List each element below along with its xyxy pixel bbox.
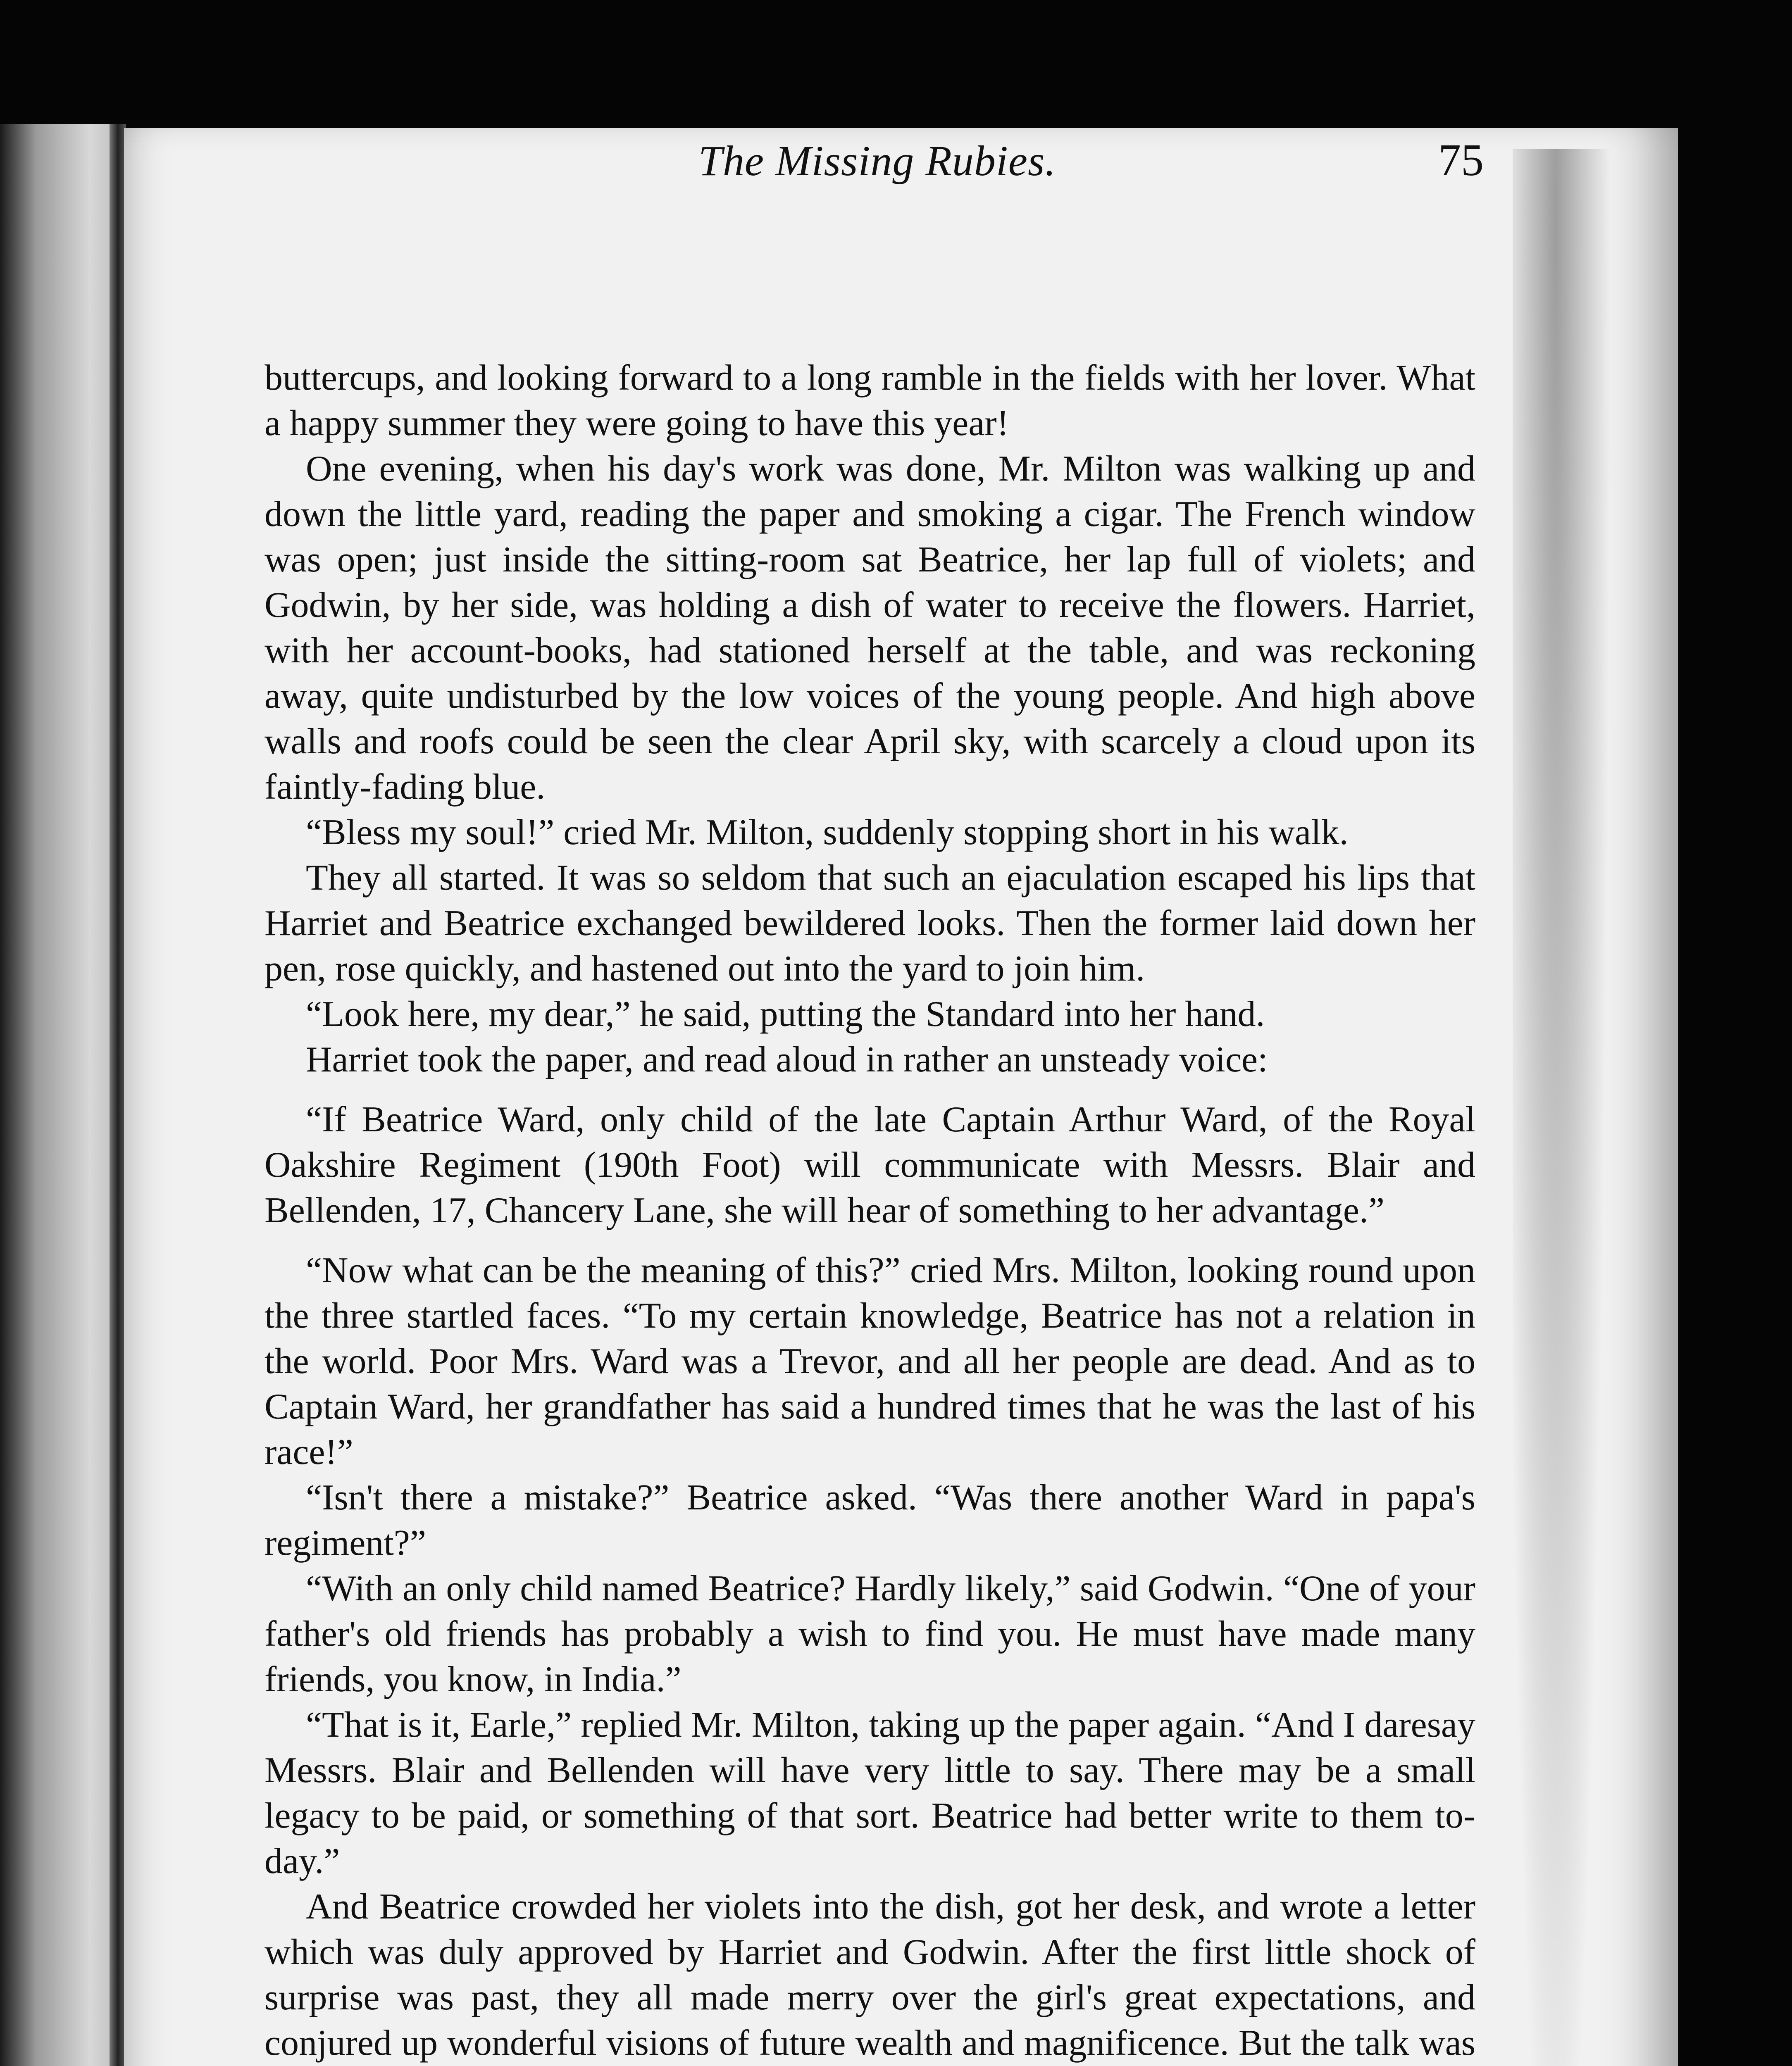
paragraph: buttercups, and looking forward to a long ramble in the fields with her lover. What a happy summer they were going to have this year! [265, 358, 1475, 443]
paragraph: “Look here, my dear,” he said, putting the Standard into her hand. [306, 994, 1265, 1034]
paragraph: And Beatrice crowded her violets into the dish, got her desk, and wrote a letter which was duly approved by Harriet and Godwin. After the first little shock of surprise was past, they all made merry over the girl's great expectations, and conjured up wonderful visions of future wealth and magnificence. But the talk was [265, 1887, 1475, 2063]
page-number: 75 [1438, 135, 1484, 185]
book-gutter [110, 124, 126, 2066]
advertisement-quote: “If Beatrice Ward, only child of the late Captain Arthur Ward, of the Royal Oakshire Regiment (190th Foot) will communicate with Messrs. Blair and Bellenden, 17, Chancery Lane, she will hear of something to her advantage.” [265, 1100, 1475, 1231]
paragraph: “With an only child named Beatrice? Hardly likely,” said Godwin. “One of your father's old friends has probably a wish to find you. He must have made many friends, you know, in India.” [265, 1569, 1475, 1699]
paragraph: “Now what can be the meaning of this?” cried Mrs. Milton, looking round upon the three startled faces. “To my certain knowledge, Beatrice has not a relation in the world. Poor Mrs. Ward was a Trevor, and all her people are dead. And as to Captain Ward, her grandfather has said a hundred times that he was the last of his race!” [265, 1250, 1475, 1472]
paragraph: One evening, when his day's work was done, Mr. Milton was walking up and down the little yard, reading the paper and smoking a cigar. The French window was open; just inside the sitting-room sat Beatrice, her lap full of violets; and Godwin, by her side, was holding a dish of water to receive the flowers. Harriet, with her account-books, had stationed herself at the table, and was reckoning away, quite undisturbed by the low voices of the young people. And high above walls and roofs could be seen the clear April sky, with scarcely a cloud upon its faintly-fading blue. [265, 449, 1475, 807]
page-header [149, 128, 1484, 190]
paragraph: “Bless my soul!” cried Mr. Milton, suddenly stopping short in his walk. [306, 812, 1349, 852]
paragraph: They all started. It was so seldom that such an ejaculation escaped his lips that Harriet and Beatrice exchanged bewildered looks. Then the former laid down her pen, rose quickly, and hastened out into the yard to join him. [265, 858, 1475, 989]
paragraph: “That is it, Earle,” replied Mr. Milton, taking up the paper again. “And I daresay Messrs. Blair and Bellenden will have very little to say. There may be a small legacy to be paid, or something of that sort. Beatrice had better write to them to-day.” [265, 1705, 1475, 1881]
spacer [265, 1083, 1475, 1097]
spacer [265, 1233, 1475, 1248]
paragraph: Harriet took the paper, and read aloud in rather an unsteady voice: [306, 1040, 1268, 1080]
page-shadow [1513, 149, 1620, 2066]
previous-page-edge [0, 124, 120, 2066]
running-title: The Missing Rubies. [698, 137, 1056, 185]
paragraph: “Isn't there a mistake?” Beatrice asked. “Was there another Ward in papa's regiment?” [265, 1478, 1475, 1563]
body-text [265, 355, 1475, 2066]
